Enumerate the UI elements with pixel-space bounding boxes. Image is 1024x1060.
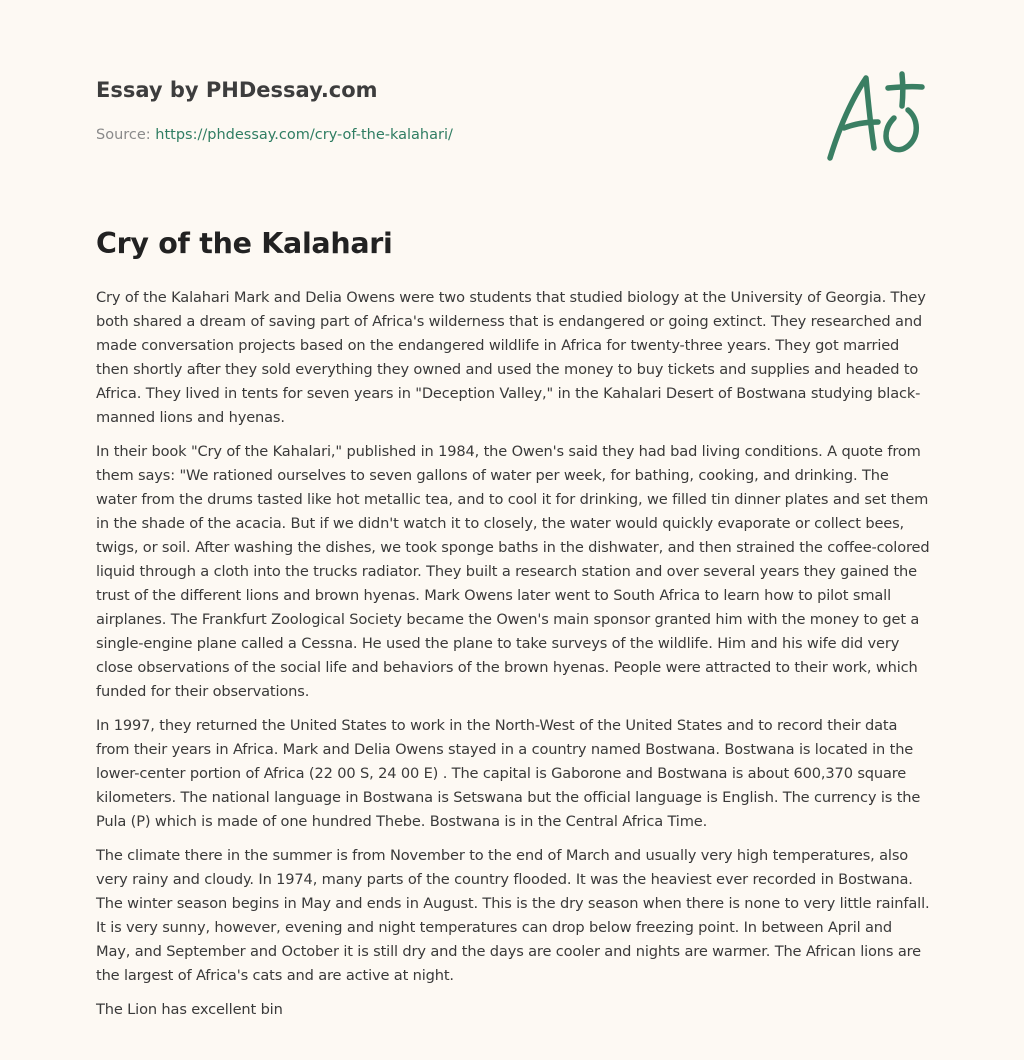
essay-paragraph: Cry of the Kalahari Mark and Delia Owens were two students that studied biology at the University of Georgia. They both shared a dream of saving part of Africa's wilderness that is endangered or going extinct. They researched and made conversation projects based on the endangered wildlife in Africa for twenty-three years. They got married then shortly after they sold everything they owned and used the money to buy tickets and supplies and headed to Africa. They lived in tents for seven years in "Deception Valley," in the Kahalari Desert of Bostwana studying black-manned lions and hyenas. xyxy=(96,289,926,426)
source-label: Source: xyxy=(96,127,156,143)
essay-title: Cry of the Kalahari xyxy=(96,227,393,260)
source-link[interactable]: https://phdessay.com/cry-of-the-kalahari/ xyxy=(155,127,453,143)
essay-body xyxy=(96,286,930,1032)
brand-title: Essay by PHDessay.com xyxy=(96,78,378,102)
a-plus-logo-icon xyxy=(820,66,930,166)
essay-paragraph: In their book "Cry of the Kahalari," published in 1984, the Owen's said they had bad living conditions. A quote from them says: "We rationed ourselves to seven gallons of water per week, for bathing, cooking, and drinking. The water from the drums tasted like hot metallic tea, and to cool it for drinking, we filled tin dinner plates and set them in the shade of the acacia. But if we didn't watch it to closely, the water would quickly evaporate or collect bees, twigs, or soil. After washing the dishes, we took sponge baths in the dishwater, and then strained the coffee-colored liquid through a cloth into the trucks radiator. They built a research station and over several years they gained the trust of the different lions and brown hyenas. Mark Owens later went to South Africa to learn how to pilot small airplanes. The Frankfurt Zoological Society became the Owen's main sponsor granted him with the money to get a single-engine plane called a Cessna. He used the plane to take surveys of the wildlife. Him and his wife did very close observations of the social life and behaviors of the brown hyenas. People were attracted to their work, which funded for their observations. xyxy=(96,443,930,700)
essay-paragraph: The climate there in the summer is from November to the end of March and usually very high temperatures, also very rainy and cloudy. In 1974, many parts of the country flooded. It was the heaviest ever recorded in Bostwana. The winter season begins in May and ends in August. This is the dry season when there is none to very little rainfall. It is very sunny, however, evening and night temperatures can drop below freezing point. In between April and May, and September and October it is still dry and the days are cooler and nights are warmer. The African lions are the largest of Africa's cats and are active at night. xyxy=(96,847,930,984)
essay-paragraph: In 1997, they returned the United States to work in the North-West of the United States and to record their data from their years in Africa. Mark and Delia Owens stayed in a country named Bostwana. Bostwana is located in the lower-center portion of Africa (22 00 S, 24 00 E) . The capital is Gaborone and Bostwana is about 600,370 square kilometers. The national language in Bostwana is Setswana but the official language is English. The currency is the Pula (P) which is made of one hundred Thebe. Bostwana is in the Central Africa Time. xyxy=(96,717,921,830)
essay-paragraph: The Lion has excellent bin xyxy=(96,1001,283,1018)
source-line xyxy=(96,125,696,145)
essay-header xyxy=(96,76,696,145)
